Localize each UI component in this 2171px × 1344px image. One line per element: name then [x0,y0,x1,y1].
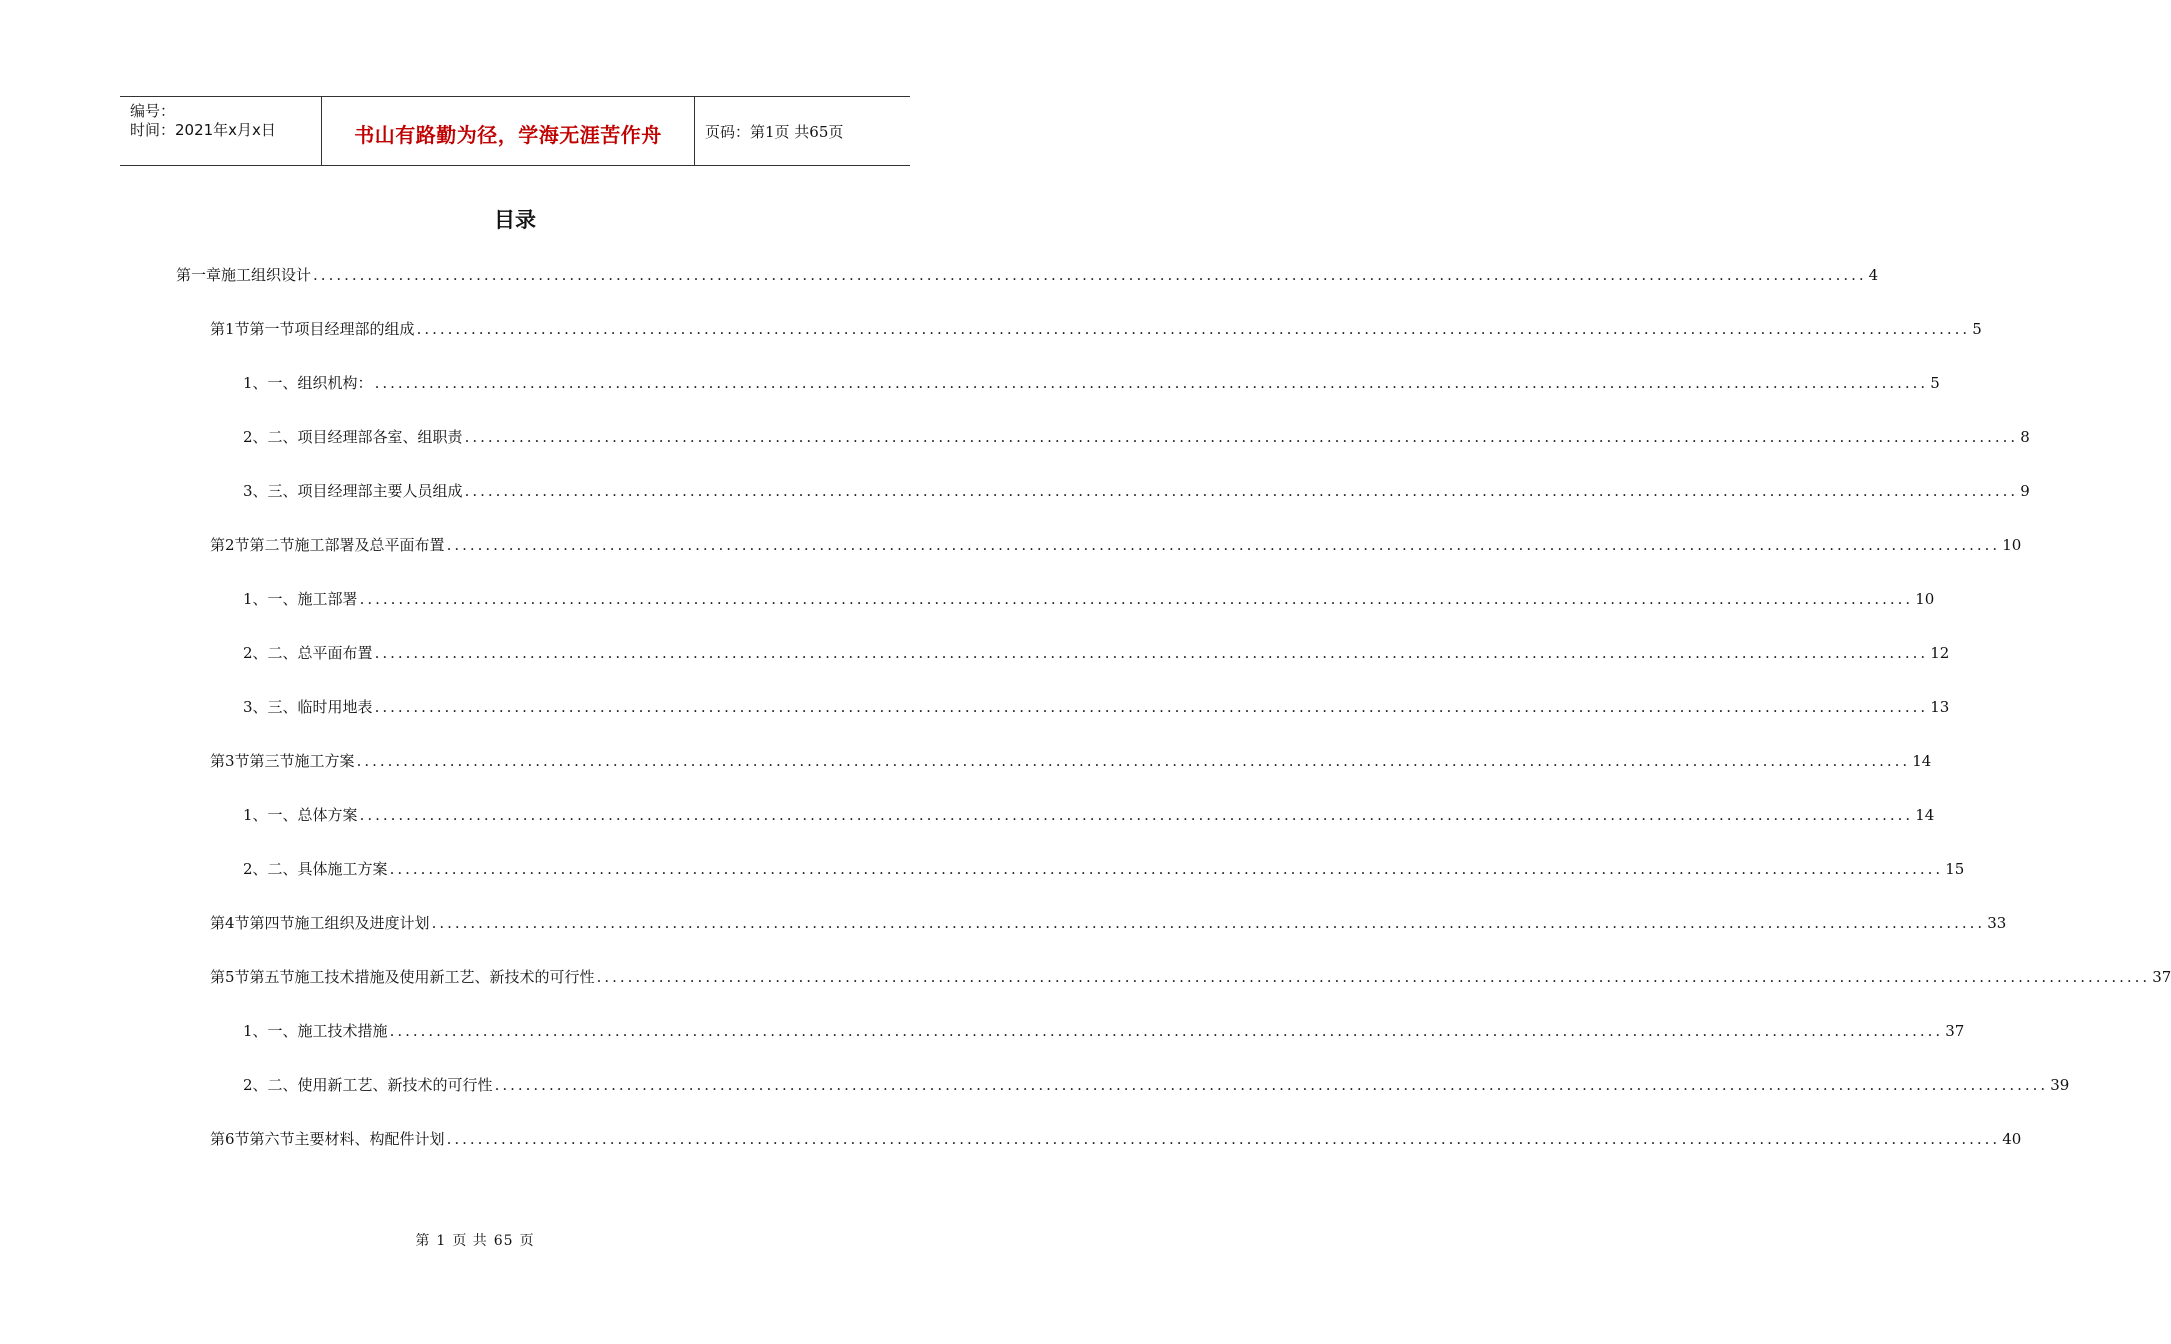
toc-leader-dots: ........................................................................................................................................................................................................ [446,536,2001,554]
toc-entry-title: 第一节项目经理部的组成 [249,320,415,338]
toc-entry-number: 第6节 [210,1130,250,1148]
toc-leader-dots: ........................................................................................................................................................................................................ [431,914,1986,932]
toc-entry-page: 5 [1972,320,1982,338]
toc-entry-number: 2、 [243,1076,268,1094]
toc-entry-page: 10 [1915,590,1935,608]
toc-entry-title: 第二节施工部署及总平面布置 [249,536,445,554]
toc-entry[interactable] [210,912,2007,934]
toc-entry-page: 40 [2002,1130,2022,1148]
toc-leader-dots: ........................................................................................................................................................................................................ [359,590,1914,608]
toc-entry-title: 二、具体施工方案 [267,860,388,878]
toc-entry-title: 第五节施工技术措施及使用新工艺、新技术的可行性 [249,968,595,986]
toc-entry-title: 二、项目经理部各室、组职责 [267,428,463,446]
toc-entry-number: 1、 [243,1022,268,1040]
toc-entry-title: 三、项目经理部主要人员组成 [267,482,463,500]
toc-entry-number: 2、 [243,860,268,878]
toc-entry-title: 一、施工部署 [267,590,358,608]
toc-entry-number: 1、 [243,806,268,824]
toc-entry-page: 10 [2002,536,2022,554]
toc-entry-title: 第四节施工组织及进度计划 [249,914,430,932]
toc-entry-title: 二、总平面布置 [267,644,373,662]
toc-leader-dots: ........................................................................................................................................................................................................ [494,1076,2049,1094]
toc-entry-number: 第1节 [210,320,250,338]
document-header [120,96,910,166]
toc-leader-dots: ........................................................................................................................................................................................................ [359,806,1914,824]
toc-leader-dots: ........................................................................................................................................................................................................ [313,266,1867,284]
toc-entry-number: 第3节 [210,752,250,770]
toc-leader-dots: ........................................................................................................................................................................................................ [446,1130,2001,1148]
toc-entry-number: 2、 [243,644,268,662]
toc-entry-page: 39 [2050,1076,2070,1094]
toc-entry[interactable] [243,480,2030,502]
toc-leader-dots: ........................................................................................................................................................................................................ [389,860,1944,878]
page-code: 页码：第1页 共65页 [705,123,844,141]
toc-leader-dots: ........................................................................................................................................................................................................ [596,968,2151,986]
toc-entry[interactable] [176,264,1879,286]
toc-entry-number: 2、 [243,428,268,446]
toc-entry-number: 1、 [243,374,268,392]
toc-entry[interactable] [243,1074,2070,1096]
footer-mid: 页 共 [452,1233,488,1249]
toc-entry-title: 施工组织设计 [221,266,312,284]
motto-text: 书山有路勤为径，学海无涯苦作舟 [354,123,662,147]
toc-entry-page: 14 [1912,752,1932,770]
toc-entry[interactable] [243,426,2030,448]
toc-entry-page: 13 [1930,698,1950,716]
toc-entry-number: 3、 [243,482,268,500]
toc-entry[interactable] [243,858,1965,880]
header-meta-cell [120,97,320,165]
toc-entry[interactable] [243,588,1935,610]
toc-entry-page: 37 [2152,968,2171,986]
header-page-cell [695,97,910,165]
toc-entry-page: 15 [1945,860,1965,878]
toc-entry-page: 9 [2020,482,2030,500]
toc-entry[interactable] [210,318,1982,340]
toc-entry[interactable] [210,1128,2022,1150]
toc-entry[interactable] [243,804,1935,826]
toc-entry-page: 4 [1868,266,1879,284]
toc-leader-dots: ........................................................................................................................................................................................................ [464,428,2019,446]
toc-leader-dots: ........................................................................................................................................................................................................ [464,482,2019,500]
toc-entry[interactable] [210,966,2171,988]
toc-entry-title: 第三节施工方案 [249,752,355,770]
toc-entry-page: 37 [1945,1022,1965,1040]
toc-entry-title: 一、总体方案 [267,806,358,824]
footer-current-page: 1 [436,1233,447,1249]
toc-entry[interactable] [243,372,1940,394]
toc-leader-dots: ........................................................................................................................................................................................................ [356,752,1911,770]
toc-entry-title: 二、使用新工艺、新技术的可行性 [267,1076,493,1094]
toc-entry-page: 33 [1987,914,2007,932]
toc-entry-title: 一、组织机构： [267,374,373,392]
toc-entry-page: 14 [1915,806,1935,824]
toc-entry-title: 三、临时用地表 [267,698,373,716]
toc-entry[interactable] [210,750,1932,772]
footer-post: 页 [519,1233,535,1249]
toc-entry-number: 第2节 [210,536,250,554]
toc-entry[interactable] [243,642,1950,664]
toc-entry-page: 12 [1930,644,1950,662]
toc-title: 目录 [494,208,536,232]
toc-leader-dots: ........................................................................................................................................................................................................ [389,1022,1944,1040]
time-label: 时间：2021年x月x日 [130,121,276,139]
toc-entry-page: 5 [1930,374,1940,392]
toc-leader-dots: ........................................................................................................................................................................................................ [416,320,1971,338]
footer-total-pages: 65 [493,1233,514,1249]
toc-leader-dots: ........................................................................................................................................................................................................ [374,374,1929,392]
toc-entry[interactable] [210,534,2022,556]
serial-label: 编号： [130,102,176,120]
toc-leader-dots: ........................................................................................................................................................................................................ [374,698,1929,716]
toc-entry-number: 第4节 [210,914,250,932]
footer-pre: 第 [415,1233,431,1249]
toc-entry[interactable] [243,1020,1965,1042]
page-footer [0,1230,950,1250]
toc-entry-number: 第一章 [176,266,222,284]
toc-entry-number: 1、 [243,590,268,608]
header-motto-cell [321,97,695,165]
toc-entry-number: 第5节 [210,968,250,986]
toc-entry-title: 第六节主要材料、构配件计划 [249,1130,445,1148]
toc-entry-number: 3、 [243,698,268,716]
toc-leader-dots: ........................................................................................................................................................................................................ [374,644,1929,662]
toc-entry-title: 一、施工技术措施 [267,1022,388,1040]
toc-entry[interactable] [243,696,1950,718]
toc-entry-page: 8 [2020,428,2030,446]
